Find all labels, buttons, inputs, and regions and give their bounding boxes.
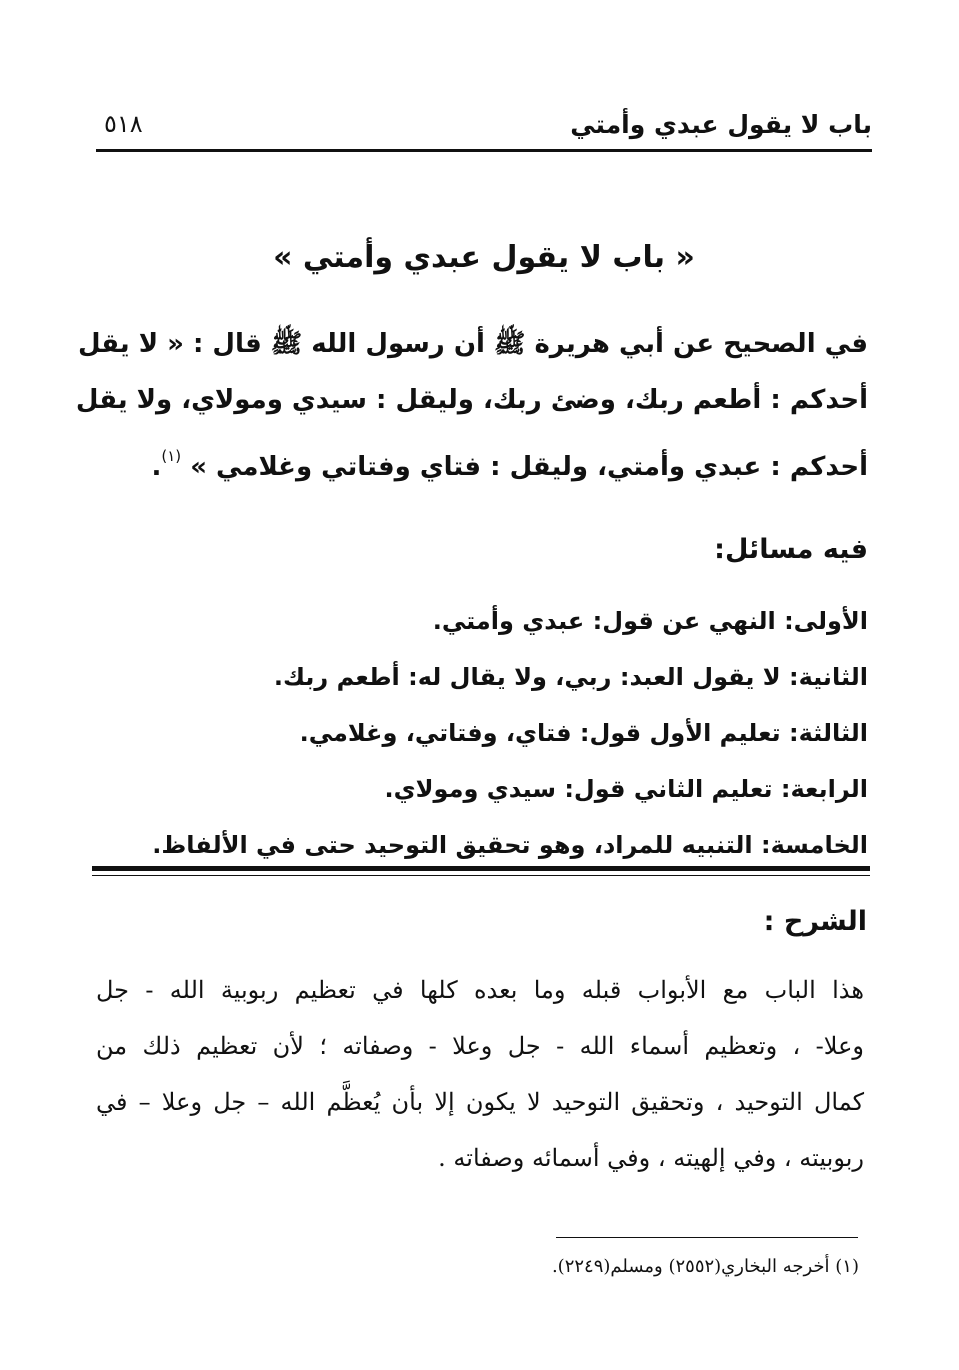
hadith-line-text: أحدكم : عبدي وأمتي، وليقل : فتاي وفتاتي وغلامي » [190, 452, 868, 482]
issue-item: الأولى: النهي عن قول: عبدي وأمتي. [432, 607, 868, 635]
hadith-end-punct: . [151, 452, 162, 482]
commentary-line: ربوبيته ، وفي إلهيته ، وفي أسمائه وصفاته . [438, 1144, 864, 1172]
hadith-line: في الصحيح عن أبي هريرة ﷺ أن رسول الله ﷺ قال : « لا يقل [77, 329, 868, 359]
commentary-line: كمال التوحيد ، وتحقيق التوحيد لا يكون إلا بأن يُعظَّم الله – جل وعلا – في [96, 1088, 864, 1116]
issues-heading: فيه مسائل: [714, 534, 868, 565]
footnote-rule [556, 1237, 858, 1238]
hadith-text [75, 316, 868, 495]
issue-item: الخامسة: التنبيه للمراد، وهو تحقيق التوحيد حتى في الألفاظ. [152, 831, 868, 859]
issue-item: الثالثة: تعليم الأول قول: فتاي، وفتاتي، وغلامي. [299, 719, 868, 747]
header-rule [96, 149, 872, 152]
footnote: (١) أخرجه البخاري(٢٥٥٢) ومسلم(٢٢٤٩). [551, 1256, 859, 1277]
commentary-line: وعلا- ، وتعظيم أسماء الله - جل وعلا - وصفاته ؛ لأن تعظيم ذلك من [96, 1032, 864, 1060]
running-title: باب لا يقول عبدي وأمتي [570, 110, 872, 139]
section-divider-thick [92, 866, 870, 871]
footnote-reference: (١) [161, 447, 182, 465]
page-number: ٥١٨ [104, 110, 143, 138]
section-divider-thin [92, 875, 870, 876]
issue-item: الرابعة: تعليم الثاني قول: سيدي ومولاي. [384, 775, 868, 803]
commentary-heading: الشرح : [763, 906, 867, 937]
chapter-title: « باب لا يقول عبدي وأمتي » [273, 240, 695, 275]
hadith-line-last [96, 428, 868, 495]
issues-list [96, 598, 868, 878]
running-header [96, 102, 872, 150]
commentary-line: هذا الباب مع الأبواب قبله وما بعده كلها في تعظيم ربوبية الله - جل [96, 976, 864, 1004]
issue-item: الثانية: لا يقول العبد: ربي، ولا يقال له: أطعم ربك. [273, 663, 868, 691]
commentary-text [96, 962, 864, 1186]
hadith-line: أحدكم : أطعم ربك، وضئ ربك، وليقل : سيدي ومولاي، ولا يقل [75, 385, 868, 415]
